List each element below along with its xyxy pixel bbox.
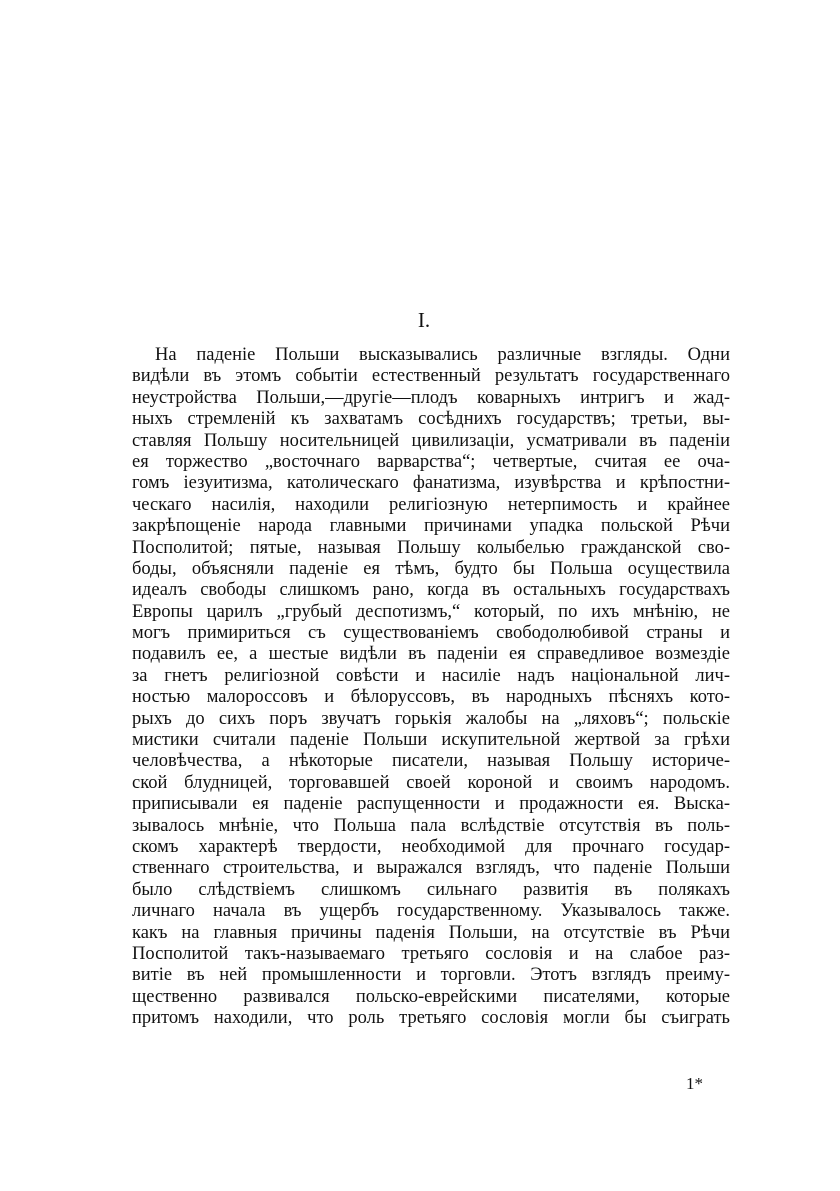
text-line: какъ на главныя причины паденія Польши, на отсутствіе въ Рѣчи [132, 922, 730, 943]
text-line: На паденіе Польши высказывались различные взгляды. Одни [155, 345, 730, 365]
text-line: ственнаго строительства, и выражался взглядъ, что паденіе Польши [132, 858, 730, 879]
text-line: Посполитой; пятые, называя Польшу колыбелью гражданской сво- [132, 537, 730, 558]
text-line: приписывали ея паденіе распущенности и продажности ея. Выска- [132, 794, 730, 815]
text-line: рыхъ до сихъ поръ звучатъ горькія жалобы на „ляховъ“; польскіе [132, 708, 730, 729]
text-line: витіе въ ней промышленности и торговли. Этотъ взглядъ преиму- [132, 965, 730, 986]
text-line: ской блудницей, торговавшей своей короной и своимъ народомъ. [132, 772, 730, 793]
text-line: притомъ находили, что роль третьяго сословія могли бы съиграть [132, 1008, 730, 1029]
paragraph [132, 345, 730, 1030]
text-line: ческаго насилія, находили религіозную нетерпимость и крайнее [132, 494, 730, 515]
text-line: закрѣпощеніе народа главными причинами упадка польской Рѣчи [132, 516, 730, 537]
text-line: было слѣдствіемъ слишкомъ сильнаго развитія въ полякахъ [132, 879, 730, 900]
text-line: могъ примириться съ существованіемъ свободолюбивой страны и [132, 623, 730, 644]
text-line: человѣчества, а нѣкоторые писатели, называя Польшу историче- [132, 751, 730, 772]
text-line: за гнетъ религіозной совѣсти и насиліе надъ національной лич- [132, 665, 730, 686]
text-line: идеалъ свободы слишкомъ рано, когда въ остальныхъ государствахъ [132, 580, 730, 601]
text-line: Посполитой такъ-называемаго третьяго сословія и на слабое раз- [132, 943, 730, 964]
page-number: 1* [686, 1074, 703, 1093]
text-line: скомъ характерѣ твердости, необходимой для прочнаго государ- [132, 836, 730, 857]
text-line: гомъ іезуитизма, католическаго фанатизма, изувѣрства и крѣпостни- [132, 473, 730, 494]
text-line: личнаго начала въ ущербъ государственному. Указывалось также. [132, 901, 730, 922]
text-line: щественно развивался польско-еврейскими писателями, которые [132, 986, 730, 1007]
text-line: Европы царилъ „грубый деспотизмъ,“ который, по ихъ мнѣнію, не [132, 601, 730, 622]
text-line: видѣли въ этомъ событіи естественный результатъ государственнаго [132, 366, 730, 387]
chapter-heading: I. [417, 308, 431, 332]
text-line: ныхъ стремленій къ захватамъ сосѣднихъ государствъ; третьи, вы- [132, 409, 730, 430]
text-line: ея торжество „восточнаго варварства“; четвертые, считая ее оча- [132, 451, 730, 472]
text-line: ностью малороссовъ и бѣлоруссовъ, въ народныхъ пѣсняхъ кото- [132, 687, 730, 708]
text-line: боды, объясняли паденіе ея тѣмъ, будто бы Польша осуществила [132, 558, 730, 579]
text-line: ставляя Польшу носительницей цивилизаціи, усматривали въ паденіи [132, 430, 730, 451]
text-line: мистики считали паденіе Польши искупительной жертвой за грѣхи [132, 730, 730, 751]
text-line: подавилъ ее, а шестые видѣли въ паденіи ея справедливое возмездіе [132, 644, 730, 665]
text-line: неустройства Польши,—другіе—плодъ коварныхъ интригъ и жад- [132, 387, 730, 408]
text-line: зывалось мнѣніе, что Польша пала вслѣдствіе отсутствія въ поль- [132, 815, 730, 836]
